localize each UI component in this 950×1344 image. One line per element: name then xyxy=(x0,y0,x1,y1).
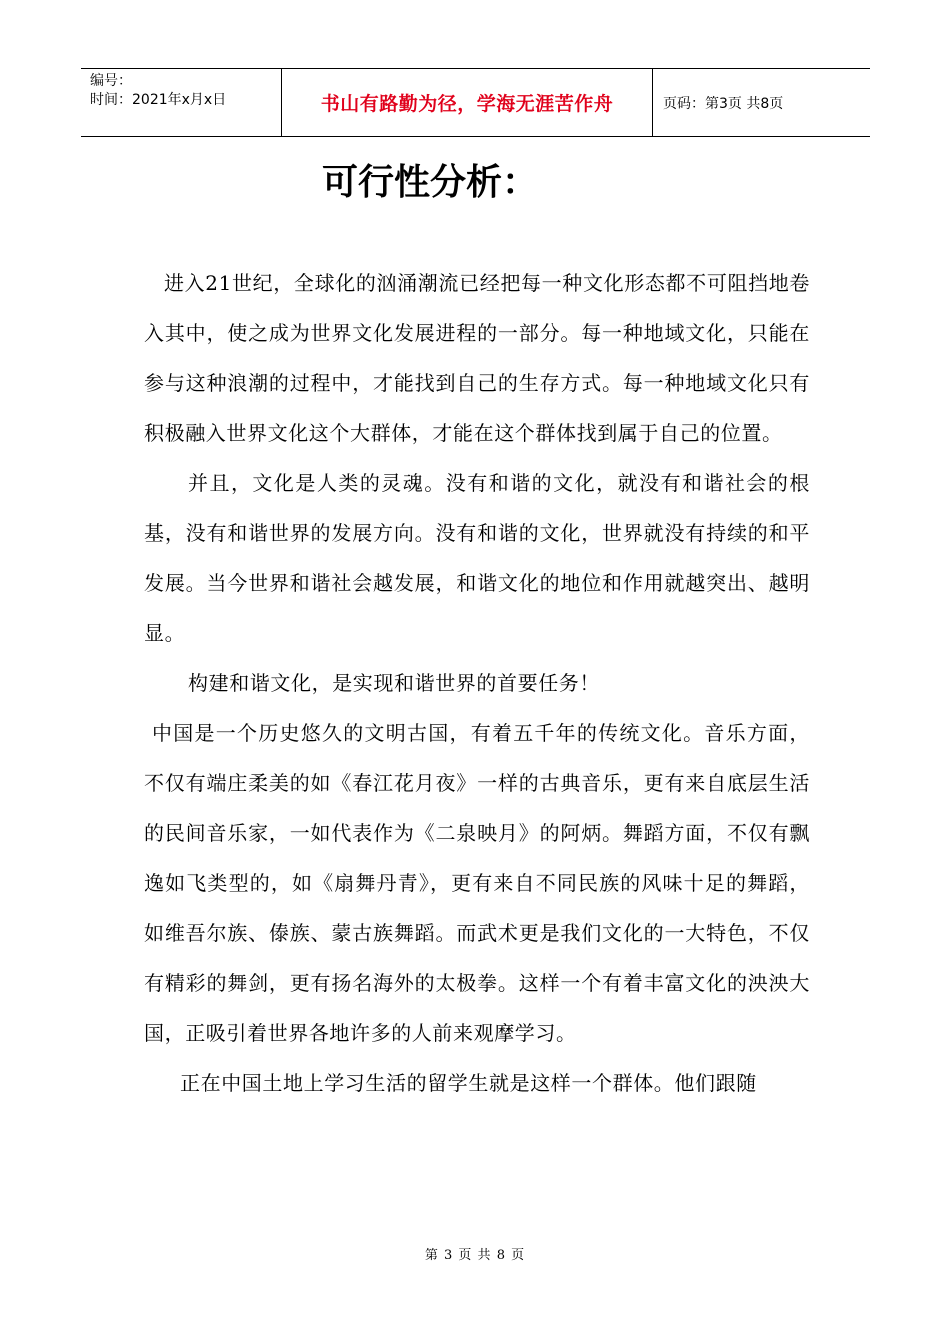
header-motto: 书山有路勤为径，学海无涯苦作舟 xyxy=(282,69,653,136)
paragraph: 正在中国土地上学习生活的留学生就是这样一个群体。他们跟随 xyxy=(180,1071,757,1095)
header-meta xyxy=(81,69,282,136)
document-body xyxy=(144,258,810,1108)
paragraph: 并且，文化是人类的灵魂。没有和谐的文化，就没有和谐社会的根基，没有和谐世界的发展方向。没有和谐的文化，世界就没有持续的和平发展。当今世界和谐社会越发展，和谐文化的地位和作用就越突出、越明显。 xyxy=(144,471,810,645)
document-date: 时间：2021年x月x日 xyxy=(90,92,227,108)
document-title: 可行性分析： xyxy=(321,162,538,203)
page-footer: 第 3 页 共 8 页 xyxy=(424,1248,526,1263)
document-number-label: 编号： xyxy=(90,73,132,89)
paragraph: 构建和谐文化，是实现和谐世界的首要任务！ xyxy=(188,671,600,695)
header-page-info: 页码：第3页 共8页 xyxy=(663,95,784,112)
paragraph: 进入21世纪，全球化的汹涌潮流已经把每一种文化形态都不可阻挡地卷入其中，使之成为世界文化发展进程的一部分。每一种地域文化，只能在参与这种浪潮的过程中，才能找到自己的生存方式。每一种地域文化只有积极融入世界文化这个大群体，才能在这个群体找到属于自己的位置。 xyxy=(144,271,810,445)
page-header xyxy=(81,68,870,137)
paragraph: 中国是一个历史悠久的文明古国，有着五千年的传统文化。音乐方面，不仅有端庄柔美的如《春江花月夜》一样的古典音乐，更有来自底层生活的民间音乐家，一如代表作为《二泉映月》的阿炳。舞蹈方面，不仅有飘逸如飞类型的，如《扇舞丹青》，更有来自不同民族的风味十足的舞蹈，如维吾尔族、傣族、蒙古族舞蹈。而武术更是我们文化的一大特色，不仅有精彩的舞剑，更有扬名海外的太极拳。这样一个有着丰富文化的泱泱大国，正吸引着世界各地许多的人前来观摩学习。 xyxy=(144,721,810,1045)
